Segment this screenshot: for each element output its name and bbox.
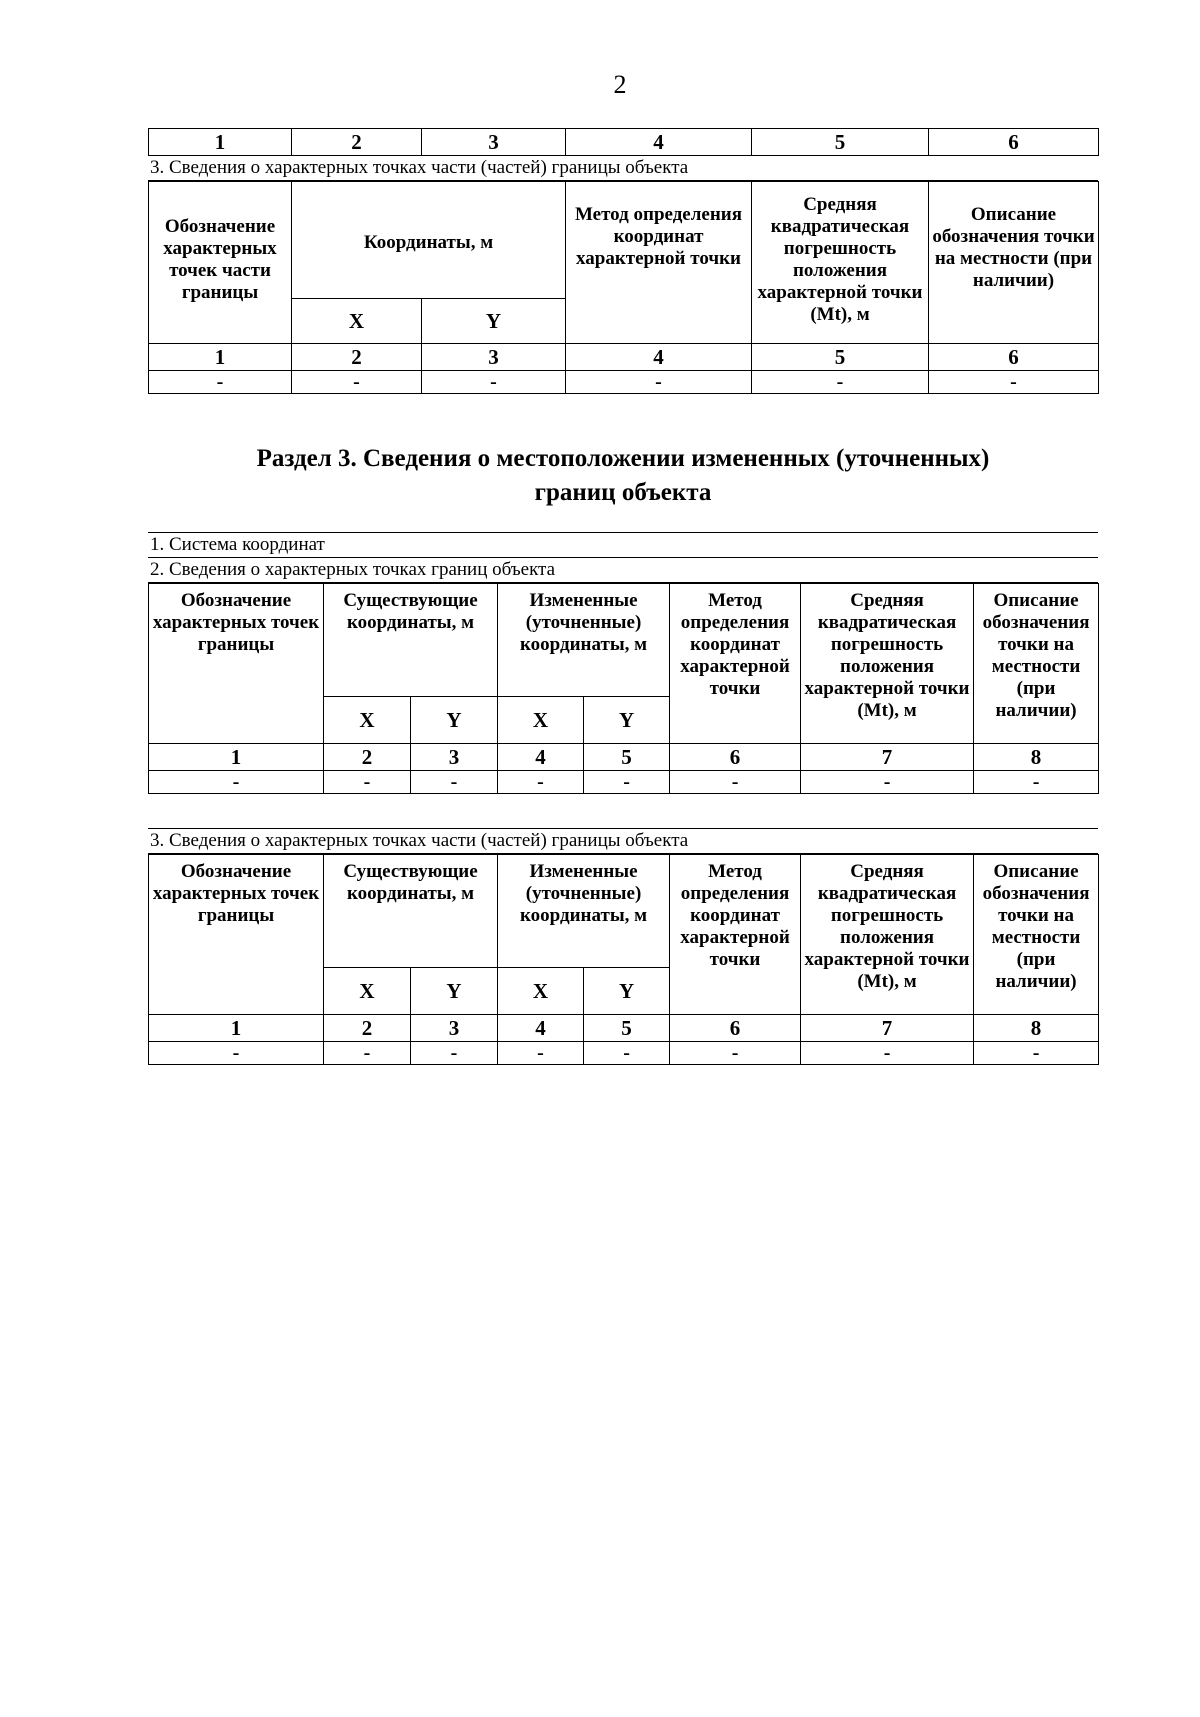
section3-table2-block [148, 532, 1098, 794]
column-number: 8 [974, 744, 1099, 771]
table-cell: - [149, 771, 324, 794]
column-number: 3 [422, 129, 566, 156]
table-caption: 3. Сведения о характерных точках части (частей) границы объекта [148, 156, 1098, 181]
table-cell: - [566, 371, 752, 394]
header-error: Средняя квадратическая погрешность положения характерной точки (Mt), м [752, 182, 929, 344]
column-number: 6 [670, 1015, 801, 1042]
header-x: X [498, 697, 584, 744]
table-caption: 2. Сведения о характерных точках границ объекта [148, 558, 1098, 583]
column-number: 2 [292, 344, 422, 371]
header-x: X [324, 968, 411, 1015]
column-number: 5 [752, 129, 929, 156]
table-cell: - [974, 771, 1099, 794]
table-cell: - [149, 1042, 324, 1065]
header-error: Средняя квадратическая погрешность положения характерной точки (Mt), м [801, 584, 974, 744]
header-description: Описание обозначения точки на местности (при наличии) [974, 584, 1099, 744]
table-cell: - [801, 771, 974, 794]
column-number: 5 [752, 344, 929, 371]
column-number: 8 [974, 1015, 1099, 1042]
column-number: 3 [411, 1015, 498, 1042]
column-number: 4 [566, 344, 752, 371]
column-number: 7 [801, 1015, 974, 1042]
header-x: X [292, 299, 422, 344]
table-cell: - [324, 771, 411, 794]
table-cell: - [584, 771, 670, 794]
table-caption: 3. Сведения о характерных точках части (частей) границы объекта [148, 828, 1098, 854]
column-number: 6 [929, 344, 1099, 371]
changed-part-boundary-points-table [148, 854, 1099, 1065]
table-cell: - [411, 1042, 498, 1065]
section-title [148, 442, 1098, 510]
header-y: Y [422, 299, 566, 344]
page-number: 2 [613, 70, 627, 99]
table-cell: - [584, 1042, 670, 1065]
column-number: 3 [411, 744, 498, 771]
header-y: Y [584, 968, 670, 1015]
section-title-line-2: границ объекта [534, 479, 712, 506]
top-column-number-row-table [148, 128, 1099, 156]
column-number: 1 [149, 744, 324, 771]
table-cell: - [670, 771, 801, 794]
table-cell: - [752, 371, 929, 394]
header-x: X [324, 697, 411, 744]
table-cell: - [498, 771, 584, 794]
header-designation: Обозначение характерных точек границы [149, 584, 324, 744]
column-number: 7 [801, 744, 974, 771]
section-title-line-1: Раздел 3. Сведения о местоположении измененных (уточненных) [256, 445, 990, 472]
table-cell: - [292, 371, 422, 394]
column-number: 4 [498, 1015, 584, 1042]
table-cell: - [670, 1042, 801, 1065]
column-number: 2 [324, 744, 411, 771]
section3-table3-block [148, 828, 1098, 1065]
header-method: Метод определения координат характерной точки [670, 855, 801, 1015]
table-cell: - [422, 371, 566, 394]
header-method: Метод определения координат характерной точки [566, 182, 752, 344]
table-cell: - [149, 371, 292, 394]
table-cell: - [974, 1042, 1099, 1065]
column-number: 1 [149, 1015, 324, 1042]
header-method: Метод определения координат характерной точки [670, 584, 801, 744]
header-designation: Обозначение характерных точек границы [149, 855, 324, 1015]
column-number: 4 [498, 744, 584, 771]
column-number: 3 [422, 344, 566, 371]
header-designation: Обозначение характерных точек части границы [149, 182, 292, 344]
column-number: 1 [149, 129, 292, 156]
column-number: 5 [584, 744, 670, 771]
table-cell: - [498, 1042, 584, 1065]
header-x: X [498, 968, 584, 1015]
header-y: Y [411, 697, 498, 744]
header-changed-coordinates: Измененные (уточненные) координаты, м [498, 855, 670, 968]
top-table-block [148, 128, 1098, 394]
header-existing-coordinates: Существующие координаты, м [324, 584, 498, 697]
header-description: Описание обозначения точки на местности (при наличии) [929, 182, 1099, 344]
header-y: Y [411, 968, 498, 1015]
header-error: Средняя квадратическая погрешность положения характерной точки (Mt), м [801, 855, 974, 1015]
coord-system-caption: 1. Система координат [148, 532, 1098, 558]
changed-boundary-points-table [148, 583, 1099, 794]
part-boundary-points-table [148, 181, 1099, 394]
column-number: 6 [670, 744, 801, 771]
table-cell: - [324, 1042, 411, 1065]
header-existing-coordinates: Существующие координаты, м [324, 855, 498, 968]
column-number: 2 [324, 1015, 411, 1042]
table-cell: - [411, 771, 498, 794]
header-changed-coordinates: Измененные (уточненные) координаты, м [498, 584, 670, 697]
table-cell: - [929, 371, 1099, 394]
column-number: 5 [584, 1015, 670, 1042]
header-description: Описание обозначения точки на местности (при наличии) [974, 855, 1099, 1015]
header-coordinates: Координаты, м [292, 182, 566, 299]
column-number: 4 [566, 129, 752, 156]
table-cell: - [801, 1042, 974, 1065]
header-y: Y [584, 697, 670, 744]
column-number: 2 [292, 129, 422, 156]
column-number: 6 [929, 129, 1099, 156]
column-number: 1 [149, 344, 292, 371]
